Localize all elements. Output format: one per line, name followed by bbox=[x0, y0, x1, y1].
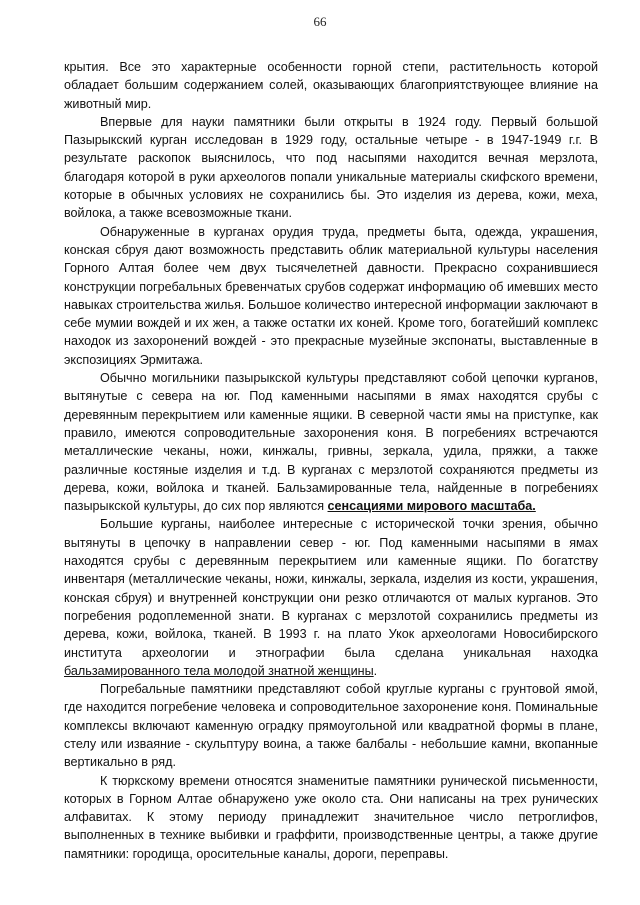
text-segment: Погребальные памятники представляют собой круглые курганы с грунтовой ямой, где находится погребение человека и сопроводительное захоронение коня. Поминальные комплексы включают каменную оградку прямоугольной или квадратной формы в плане, стелу или изваяние - скульптуру воина, а также балбалы - небольшие камни, вкопанные вертикально в ряд. bbox=[64, 682, 598, 770]
text-segment: К тюркскому времени относятся знаменитые памятники рунической письменности, которых в Горном Алтае обнаружено уже около ста. Они написаны на трех рунических алфавитах. К этому периоду принадлежит значительное число петроглифов, выполненных в технике выбивки и граффити, производственные центры, а также другие памятники: городища, оросительные каналы, дороги, переправы. bbox=[64, 773, 598, 861]
text-segment: Впервые для науки памятники были открыты в 1924 году. Первый большой Пазырыкский курган исследован в 1929 году, остальные четыре - в 1947-1949 г.г. В результате раскопок выяснилось, что под насыпями находится вечная мерзлота, благодаря которой в руки археологов попали уникальные материалы скифского времени, которые в обычных условиях не сохранились бы. Это изделия из дерева, кожи, меха, войлока, а также всевозможные ткани. bbox=[64, 114, 598, 221]
underlined-text: бальзамированного тела молодой знатной женщины bbox=[64, 663, 374, 678]
text-segment: Обнаруженные в курганах орудия труда, предметы быта, одежда, украшения, конская сбруя дают возможность представить облик материальной культуры населения Горного Алтая более чем двух тысячелетней давности. Прекрасно сохранившиеся конструкции погребальных бревенчатых срубов содержат информацию об имевших место навыках строительства жилья. Большое количество интересной информации заключают в себе мумии вождей и их жен, а также остатки их коней. Кроме того, богатейший комплекс находок из захоронений вождей - это прекрасные музейные экспонаты, выставленные в экспозициях Эрмитажа. bbox=[64, 224, 598, 367]
paragraph-p3 bbox=[64, 223, 598, 369]
emphasis-text: сенсациями мирового масштаба. bbox=[327, 499, 536, 514]
paragraph-p5 bbox=[64, 515, 598, 680]
text-segment: Обычно могильники пазырыкской культуры представляют собой цепочки курганов, вытянутые с севера на юг. Под каменными насыпями в ямах находятся срубы с деревянным перекрытием или каменные ящики. В северной части ямы на приступке, как правило, имеются сопроводительные захоронения коня. В погребениях встречаются металлические чеканы, ножи, кинжалы, гривны, зеркала, удила, пряжки, а также различные костяные изделия и т.д. В курганах с мерзлотой сохраняются предметы из дерева, кожи, войлока и тканей. Бальзамированные тела, найденные в погребениях пазырыкской культуры, до сих пор являются bbox=[64, 371, 598, 514]
paragraph-p1 bbox=[64, 58, 598, 113]
paragraph-p6 bbox=[64, 680, 598, 771]
document-body bbox=[64, 58, 598, 863]
paragraph-p2 bbox=[64, 113, 598, 223]
text-segment: крытия. Все это характерные особенности горной степи, растительность которой обладает большим содержанием солей, оказывающих благоприятствующее влияние на животный мир. bbox=[64, 60, 598, 111]
page-number: 66 bbox=[313, 14, 327, 29]
text-segment: . bbox=[373, 663, 378, 678]
paragraph-p4 bbox=[64, 369, 598, 515]
paragraph-p7 bbox=[64, 772, 598, 863]
text-segment: Большие курганы, наиболее интересные с исторической точки зрения, обычно вытянуты в цепочку в направлении север - юг. Под каменными насыпями в ямах находятся срубы с деревянным перекрытием или каменные ящики. По богатству инвентаря (металлические чеканы, ножи, кинжалы, зеркала, изделия из кости, украшения, конская сбруя) и внутренней конструкции они резко отличаются от малых курганов. Это погребения родоплеменной знати. В курганах с мерзлотой сохранились предметы из дерева, кожи, войлока, тканей. В 1993 г. на плато Укок археологами Новосибирского института археологии и этнографии была сделана уникальная находка bbox=[64, 517, 598, 660]
